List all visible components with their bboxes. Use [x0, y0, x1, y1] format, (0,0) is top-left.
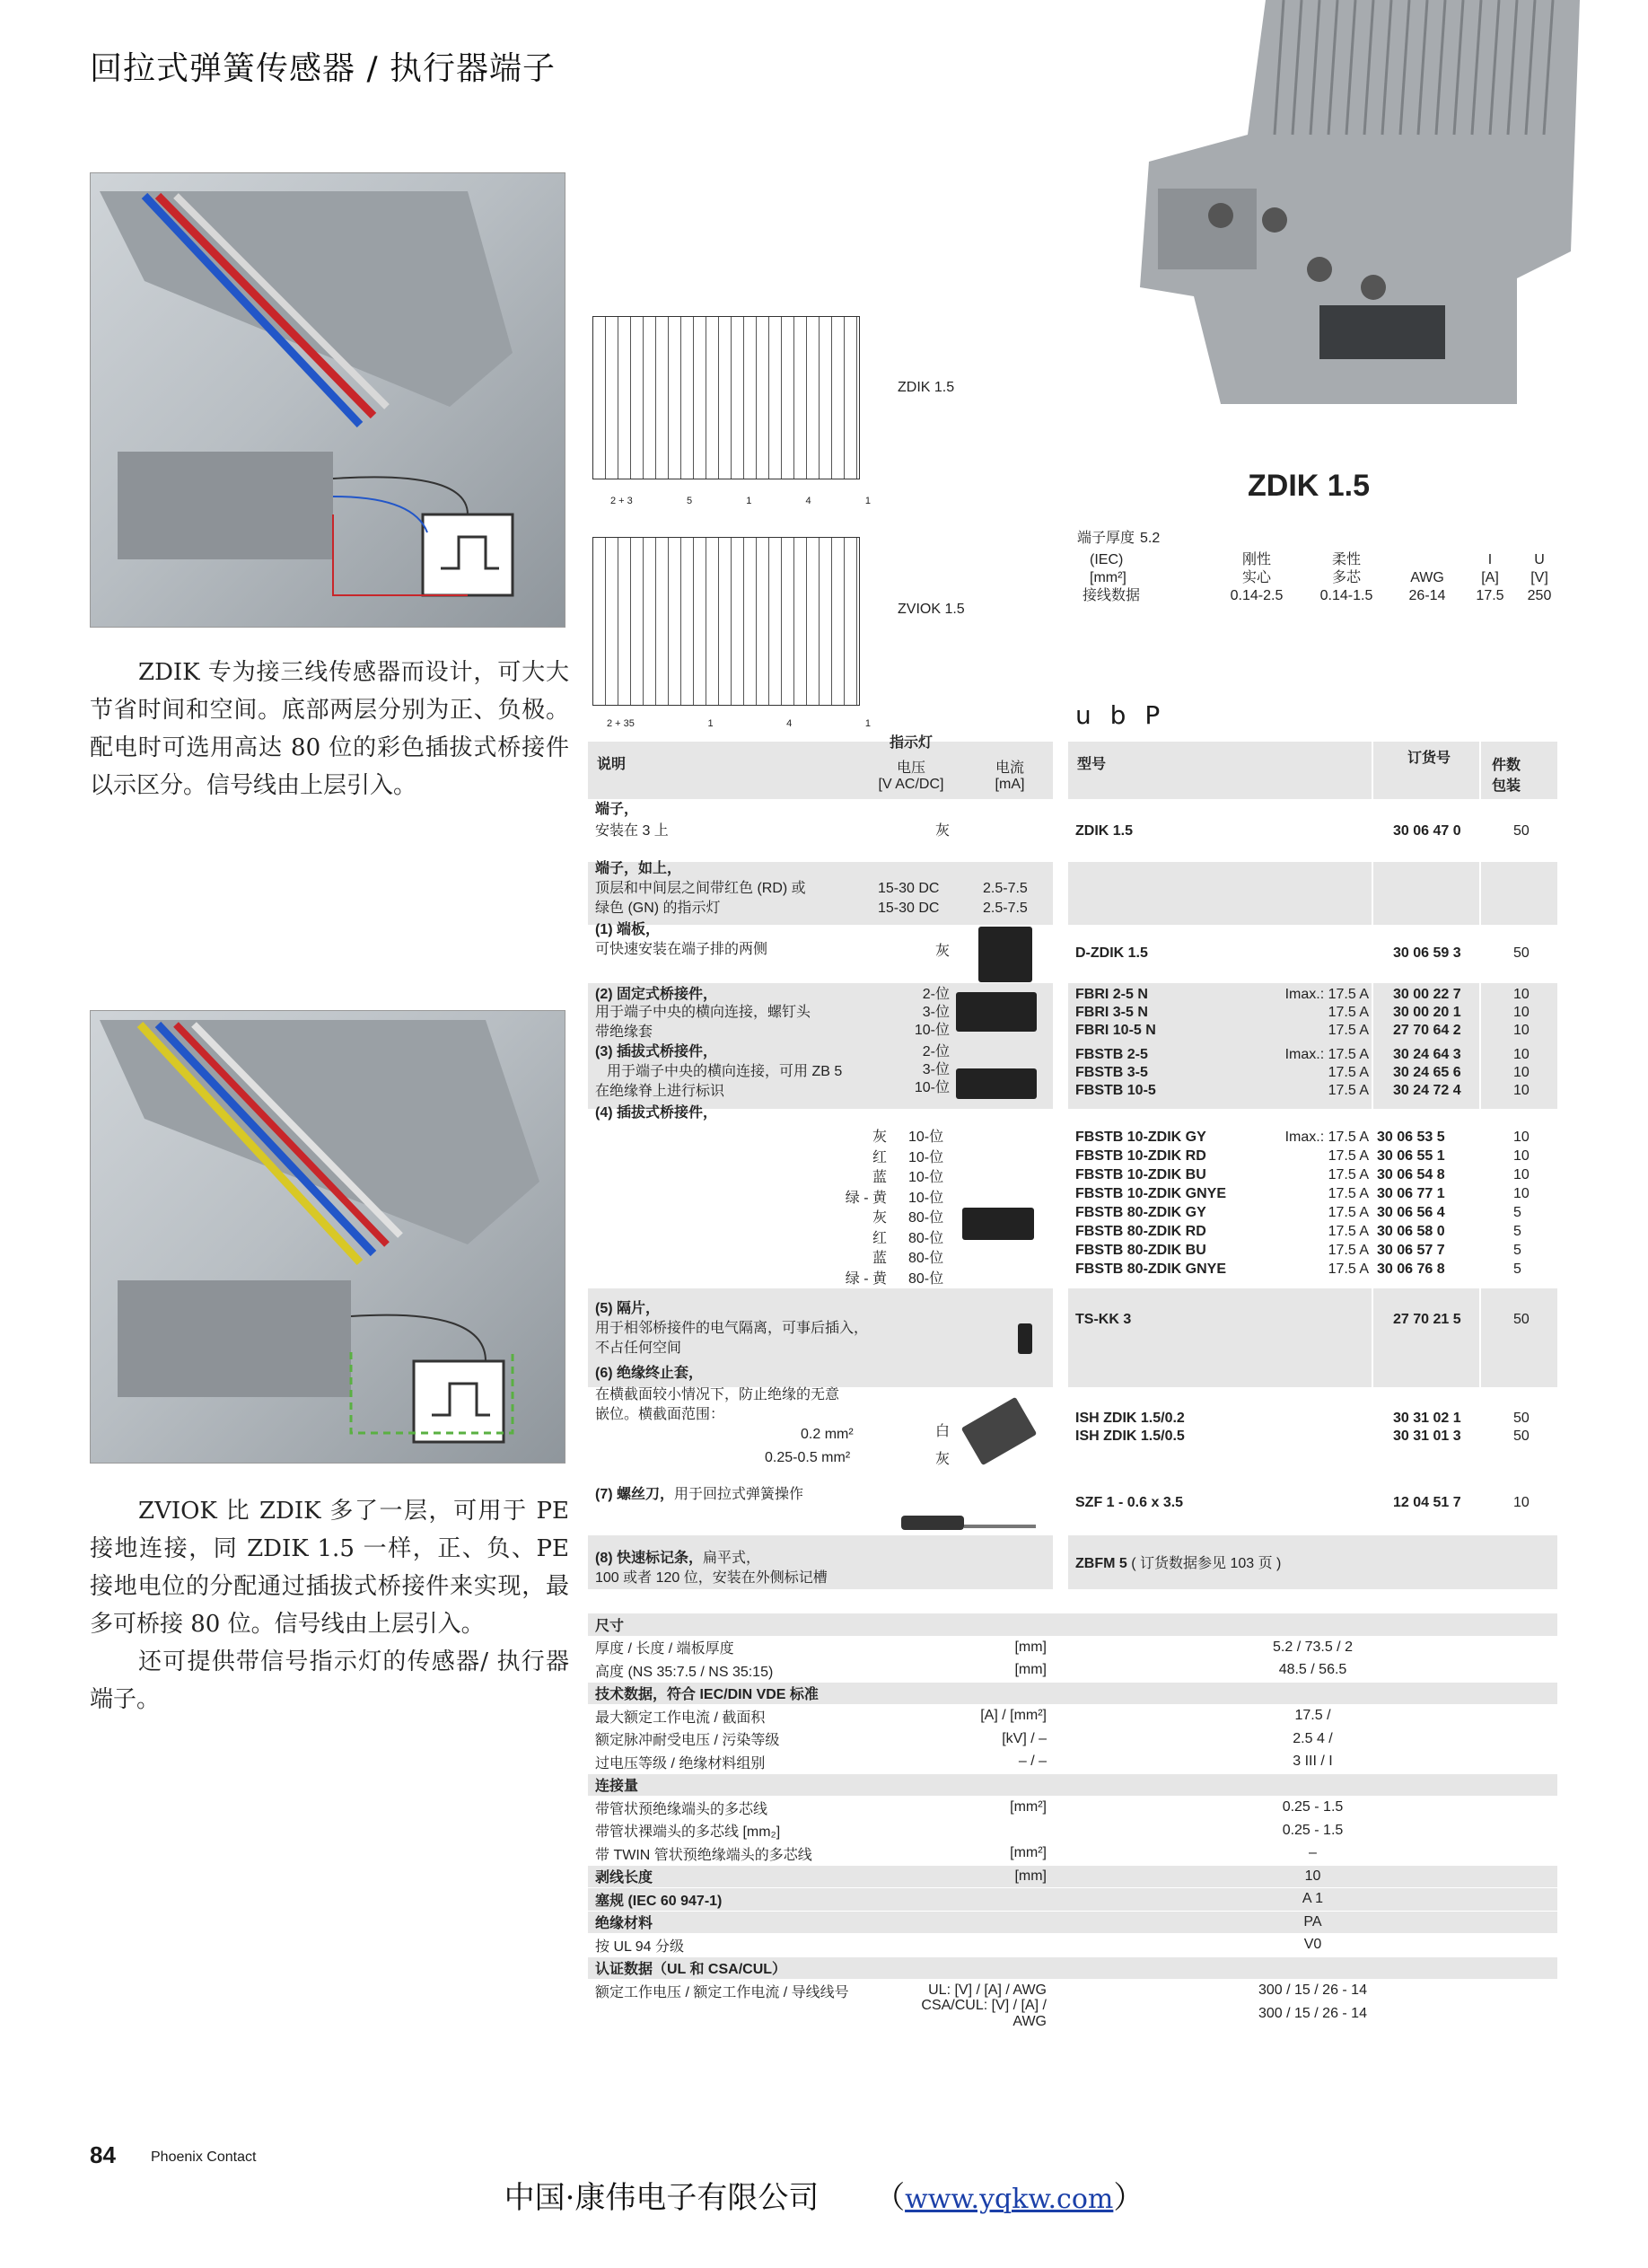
- col-empty: [1391, 551, 1463, 569]
- row-indicator-desc2: 绿色 (GN) 的指示灯: [595, 901, 721, 916]
- row-indicator-v2: 15-30 DC: [878, 901, 940, 916]
- zviok-diagram-footer: 2 + 35 1 4 1: [607, 718, 871, 729]
- col-awg: AWG: [1410, 570, 1444, 585]
- spec-label: 连接量: [595, 1779, 639, 1795]
- sleeve-color1: 白: [935, 1424, 951, 1439]
- separator-pcs: 50: [1513, 1312, 1530, 1327]
- zviok-product-photo: [90, 1010, 565, 1464]
- screwdriver-thumbnail: [901, 1516, 1036, 1530]
- spec-row: [588, 1957, 1557, 1981]
- screwdriver-type: SZF 1 - 0.6 x 3.5: [1075, 1495, 1184, 1510]
- specs-rows: [588, 1613, 1557, 2029]
- plug-bridge-title: (3) 插拔式桥接件，: [595, 1044, 718, 1059]
- header-volt-unit: [V AC/DC]: [878, 777, 944, 792]
- row-endplate-title: (1) 端板，: [595, 922, 661, 937]
- separator-type: TS-KK 3: [1075, 1312, 1132, 1327]
- zdik-bridge-title: (4) 插拔式桥接件，: [595, 1105, 718, 1121]
- zdik-bridge-types: FBSTB 10-ZDIK GY FBSTB 10-ZDIK RD FBSTB 10-ZDIK BU FBSTB 10-ZDIK GNYE FBSTB 80-ZDIK GY FBSTB 80-ZDIK RD FBSTB 80-ZDIK BU FBSTB 80-ZDIK GNYE: [1075, 1130, 1227, 1277]
- plug-bridge-desc1: 用于端子中央的横向连接，可用 ZB 5: [607, 1064, 843, 1079]
- row-terminal-order: 30 06 47 0: [1393, 823, 1461, 839]
- spec-value: A 1: [1302, 1891, 1324, 1907]
- spec-label: 尺寸: [595, 1618, 625, 1634]
- row-terminal-desc: 安装在 3 上: [595, 823, 669, 839]
- screwdriver-order: 12 04 51 7: [1393, 1495, 1461, 1510]
- header-volt: 电压: [896, 760, 925, 776]
- mm2-label: [mm²]: [1090, 570, 1126, 585]
- zdik-terminal-photo: [1140, 0, 1580, 404]
- spec-value: 0.25 - 1.5: [1282, 1799, 1344, 1815]
- spec-label: 带管状裸端头的多芯线 [mm₂]: [595, 1824, 781, 1841]
- screwdriver-row: [595, 1486, 803, 1504]
- plug-bridge-types: FBSTB 2-5 FBSTB 3-5 FBSTB 10-5: [1075, 1047, 1156, 1098]
- spec-value: PA: [1303, 1913, 1322, 1930]
- row-terminal-pcs: 50: [1513, 823, 1530, 839]
- spec-row: [588, 1888, 1557, 1912]
- spec-label: 额定工作电压 / 额定工作电流 / 导线线号: [595, 1984, 849, 2000]
- spec-value: –: [1309, 1845, 1317, 1861]
- spec-unit: UL: [V] / [A] / AWG: [928, 1982, 1047, 1999]
- spec-row: [588, 1934, 1557, 1957]
- fixed-bridge-type: FBRI 3-5 N: [1075, 1005, 1148, 1020]
- val-solid: 0.14-2.5: [1230, 588, 1284, 603]
- fixed-bridge-type: FBRI 2-5 N: [1075, 987, 1148, 1002]
- spec-label: 厚度 / 长度 / 端板厚度: [595, 1641, 734, 1657]
- approval-marks: u b P: [1075, 700, 1166, 730]
- iec-label: (IEC): [1090, 552, 1124, 567]
- spec-unit: – / –: [1018, 1754, 1047, 1770]
- row-endplate-color: 灰: [935, 944, 951, 959]
- zdik-bridge-imax: Imax.: 17.5 A 17.5 A 17.5 A 17.5 A 17.5 A 17.5 A 17.5 A 17.5 A: [1284, 1130, 1369, 1277]
- zdik-product-photo: [90, 172, 565, 628]
- connection-data: [1077, 530, 1562, 605]
- spec-value: 0.25 - 1.5: [1282, 1822, 1344, 1838]
- spec-row: [588, 1751, 1557, 1774]
- sleeve-desc2: 嵌位。横截面范围：: [595, 1407, 725, 1422]
- row-terminal-color: 灰: [935, 823, 951, 839]
- row-terminal-title: 端子，: [595, 802, 639, 817]
- zdik-wiring-diagram: [592, 316, 860, 479]
- zviok-diagram-label: ZVIOK 1.5: [898, 602, 965, 617]
- sleeve-size2: 0.25-0.5 mm²: [765, 1450, 851, 1465]
- paren-close: ）: [1113, 2180, 1144, 2216]
- header-curr: 电流: [995, 760, 1024, 776]
- spec-row: [588, 1912, 1557, 1935]
- spec-unit: [A] / [mm²]: [980, 1708, 1047, 1724]
- sleeve-thumbnail: [961, 1397, 1038, 1466]
- spec-label: 塞规 (IEC 60 947-1): [595, 1893, 723, 1909]
- row-endplate-pcs: 50: [1513, 945, 1530, 961]
- spec-label: 最大额定工作电流 / 截面积: [595, 1710, 766, 1726]
- zdik-bridge-pcs: 10 10 10 10 5 5 5 5: [1513, 1130, 1530, 1277]
- spec-row: [588, 1705, 1557, 1728]
- val-voltage: 250: [1527, 588, 1552, 603]
- company-footer: [0, 2173, 1648, 2217]
- val-current: 17.5: [1476, 588, 1504, 603]
- spec-label: 认证数据（UL 和 CSA/CUL）: [595, 1962, 787, 1978]
- plug-bridge-pos: 2-位 3-位 10-位: [914, 1044, 950, 1095]
- sleeve-title: (6) 绝缘终止套，: [595, 1366, 704, 1381]
- val-stranded: 0.14-1.5: [1319, 588, 1373, 603]
- spec-row: [588, 1820, 1557, 1843]
- company-name: 中国·康伟电子有限公司: [504, 2180, 820, 2216]
- plug-bridge-desc2: 在绝缘脊上进行标识: [595, 1084, 725, 1099]
- pcs-col-divider: [1479, 742, 1481, 1534]
- col-amp-unit: [A]: [1481, 570, 1499, 585]
- spec-row: [588, 1683, 1557, 1706]
- marker-right: [1075, 1555, 1281, 1573]
- marker-title: (8) 快速标记条，: [595, 1551, 704, 1566]
- fixed-bridge-pos: 2-位 3-位 10-位: [914, 987, 950, 1038]
- zdik-diagram-label: ZDIK 1.5: [898, 380, 955, 395]
- sleeve-orders: 30 31 02 1 30 31 01 3: [1393, 1411, 1461, 1444]
- col-rigid: 刚性: [1241, 552, 1271, 567]
- spec-unit: [kV] / –: [1002, 1730, 1047, 1746]
- sleeve-desc1: 在横截面较小情况下，防止绝缘的无意: [595, 1387, 840, 1402]
- zdik-diagram-footer: 2 + 3 5 1 4 1: [610, 496, 871, 506]
- product-name: ZDIK 1.5: [1248, 469, 1371, 503]
- zviok-wiring-diagram: [592, 537, 860, 706]
- spec-value: 2.5 4 /: [1293, 1730, 1333, 1746]
- spec-label: 过电压等级 / 绝缘材料组别: [595, 1755, 766, 1771]
- right-table-header: [1068, 742, 1557, 799]
- header-type: 型号: [1077, 757, 1107, 772]
- zdik-bridge-orders: 30 06 53 5 30 06 55 1 30 06 54 8 30 06 77 1 30 06 56 4 30 06 58 0 30 06 57 7 30 06 76 8: [1377, 1130, 1445, 1277]
- fixed-bridge-desc2: 带绝缘套: [595, 1024, 653, 1040]
- company-url-link[interactable]: www.yqkw.com: [905, 2184, 1114, 2215]
- zdik-bridge-colors: 灰 红 蓝 绿 - 黄 灰 红 蓝 绿 - 黄: [845, 1130, 887, 1287]
- zdik-bridge-thumbnail: [962, 1208, 1034, 1240]
- separator-order: 27 70 21 5: [1393, 1312, 1461, 1327]
- marker-type: ZBFM 5: [1075, 1556, 1127, 1571]
- endplate-thumbnail: [978, 927, 1032, 982]
- col-current: I: [1487, 552, 1493, 567]
- spec-label: 高度 (NS 35:7.5 / NS 35:15): [595, 1664, 774, 1680]
- fixed-bridge-type: FBRI 10-5 N: [1075, 1023, 1156, 1038]
- spec-label: 额定脉冲耐受电压 / 污染等级: [595, 1733, 780, 1749]
- spec-unit: [mm]: [1014, 1662, 1047, 1678]
- val-awg: 26-14: [1408, 588, 1446, 603]
- header-indicator: 指示灯: [889, 735, 933, 751]
- order-col-divider: [1372, 742, 1373, 1534]
- row-terminal-type: ZDIK 1.5: [1075, 823, 1134, 839]
- page-number: 84: [90, 2141, 116, 2168]
- zdik-photo-illustration: [91, 173, 566, 629]
- spec-unit: CSA/CUL: [V] / [A] / AWG: [921, 1997, 1047, 2029]
- spec-label: 带 TWIN 管状预绝缘端头的多芯线: [595, 1847, 812, 1863]
- col-voltage: U: [1534, 552, 1545, 567]
- fixed-bridge-orders: 30 00 22 7 30 00 20 1 27 70 64 2: [1393, 987, 1461, 1038]
- spec-label: 剥线长度: [595, 1870, 653, 1886]
- spec-unit: [mm]: [1014, 1639, 1047, 1655]
- zviok-photo-illustration: [91, 1011, 566, 1464]
- spec-unit: [mm²]: [1010, 1799, 1047, 1815]
- row-indicator-c2: 2.5-7.5: [983, 901, 1028, 916]
- marker-note: ( 订货数据参见 103 页 ): [1131, 1556, 1282, 1571]
- conn-label: 接线数据: [1083, 588, 1141, 603]
- screwdriver-title: (7) 螺丝刀，: [595, 1487, 675, 1502]
- spec-unit: [mm²]: [1010, 1845, 1047, 1861]
- spec-value: 5.2 / 73.5 / 2: [1273, 1639, 1353, 1655]
- plug-bridge-orders: 30 24 64 3 30 24 65 6 30 24 72 4: [1393, 1047, 1461, 1098]
- header-pcs: 件数: [1492, 758, 1521, 773]
- paren-open: （: [874, 2180, 906, 2216]
- thickness-label: 端子厚度: [1077, 531, 1135, 546]
- row-indicator-c1: 2.5-7.5: [983, 881, 1028, 896]
- zdik-bridge-pos: 10-位 10-位 10-位 10-位 80-位 80-位 80-位 80-位: [908, 1130, 944, 1287]
- zviok-description: ZVIOK 比 ZDIK 多了一层，可用于 PE 接地连接，同 ZDIK 1.5 一样，正、负、PE 接地电位的分配通过插拔式桥接件来实现，最多可桥接 80 位。信号线由上层引入。 还可提供带信号指示灯的传感器/ 执行器端子。: [90, 1498, 569, 1713]
- terminal-block-illustration: [1140, 0, 1580, 404]
- separator-desc1: 用于相邻桥接件的电气隔离，可事后插入，: [595, 1321, 869, 1336]
- separator-desc2: 不占任何空间: [595, 1341, 682, 1356]
- separator-title: (5) 隔片，: [595, 1301, 661, 1316]
- marker-row: [595, 1550, 760, 1568]
- zdik-description: ZDIK 专为接三线传感器而设计，可大大节省时间和空间。底部两层分别为正、负极。配电时可选用高达 80 位的彩色插拔式桥接件以示区分。信号线由上层引入。: [90, 659, 569, 799]
- sleeve-color2: 灰: [935, 1452, 951, 1467]
- spec-row: [588, 1728, 1557, 1752]
- plug-bridge-thumbnail: [956, 1068, 1037, 1099]
- col-volt-unit: [V]: [1530, 570, 1548, 585]
- header-desc: 说明: [597, 757, 627, 772]
- plug-bridge-pcs: 10 10 10: [1513, 1047, 1530, 1098]
- fixed-bridge-title: (2) 固定式桥接件，: [595, 987, 718, 1002]
- page-title: 回拉式弹簧传感器 / 执行器端子: [90, 50, 557, 87]
- spec-row: [588, 1980, 1557, 2003]
- fixed-bridge-types: [1075, 986, 1156, 1040]
- spec-row: [588, 1797, 1557, 1820]
- col-solid: 实心: [1241, 570, 1271, 585]
- spec-value: V0: [1303, 1937, 1322, 1953]
- spec-row: [588, 1774, 1557, 1798]
- spec-value: 300 / 15 / 26 - 14: [1258, 1982, 1367, 1999]
- row-indicator-title: 端子，如上，: [595, 861, 682, 876]
- spec-unit: [mm]: [1014, 1868, 1047, 1884]
- col-stranded: 多芯: [1331, 570, 1361, 585]
- sleeve-pcs: 50 50: [1513, 1411, 1530, 1444]
- screwdriver-pcs: 10: [1513, 1495, 1530, 1510]
- spec-row: [588, 1659, 1557, 1683]
- specs-table: [588, 1613, 1557, 2029]
- right-band-1: [1068, 862, 1557, 925]
- plug-bridge-imax: Imax.: 17.5 A 17.5 A 17.5 A: [1284, 1047, 1369, 1098]
- right-band-3: [1068, 1288, 1557, 1387]
- separator-thumbnail: [1018, 1323, 1032, 1354]
- fixed-bridge-thumbnail: [956, 992, 1037, 1032]
- brand-name: Phoenix Contact: [151, 2149, 257, 2165]
- spec-row: [588, 1613, 1557, 1637]
- spec-value: 17.5 /: [1294, 1708, 1331, 1724]
- spec-label: 技术数据，符合 IEC/DIN VDE 标准: [595, 1687, 819, 1703]
- fixed-bridge-pcs: 10 10 10: [1513, 987, 1530, 1038]
- fixed-bridge-desc1: 用于端子中央的横向连接，螺钉头: [595, 1005, 811, 1020]
- marker-desc2: 100 或者 120 位，安装在外侧标记槽: [595, 1570, 828, 1586]
- spec-value: 300 / 15 / 26 - 14: [1258, 2005, 1367, 2021]
- spec-row: [588, 1637, 1557, 1660]
- spec-value: 3 III / I: [1293, 1754, 1333, 1770]
- row-indicator-desc1: 顶层和中间层之间带红色 (RD) 或: [595, 881, 806, 896]
- spec-value: 10: [1304, 1868, 1321, 1884]
- row-indicator-v1: 15-30 DC: [878, 881, 940, 896]
- row-endplate-desc: 可快速安装在端子排的两侧: [595, 942, 768, 957]
- spec-row: [588, 1866, 1557, 1889]
- spec-label: 绝缘材料: [595, 1916, 653, 1932]
- col-flex: 柔性: [1331, 552, 1361, 567]
- row-endplate-order: 30 06 59 3: [1393, 945, 1461, 961]
- spec-row: [588, 1997, 1557, 2029]
- spec-value: 48.5 / 56.5: [1278, 1662, 1347, 1678]
- sleeve-types: ISH ZDIK 1.5/0.2 ISH ZDIK 1.5/0.5: [1075, 1411, 1185, 1444]
- spec-label: 带管状预绝缘端头的多芯线: [595, 1801, 768, 1817]
- header-curr-unit: [mA]: [995, 777, 1025, 792]
- spec-row: [588, 1842, 1557, 1866]
- header-pack: 包装: [1492, 778, 1521, 794]
- sleeve-size1: 0.2 mm²: [801, 1427, 854, 1442]
- spec-label: 按 UL 94 分级: [595, 1938, 684, 1955]
- header-order: 订货号: [1407, 751, 1451, 766]
- screwdriver-desc: 用于回拉式弹簧操作: [674, 1487, 804, 1502]
- marker-desc1: 扁平式，: [703, 1551, 761, 1566]
- thickness-value: 5.2: [1140, 531, 1161, 546]
- row-endplate-type: D-ZDIK 1.5: [1075, 945, 1148, 961]
- fixed-bridge-imax: Imax.: 17.5 A 17.5 A 17.5 A: [1284, 987, 1369, 1038]
